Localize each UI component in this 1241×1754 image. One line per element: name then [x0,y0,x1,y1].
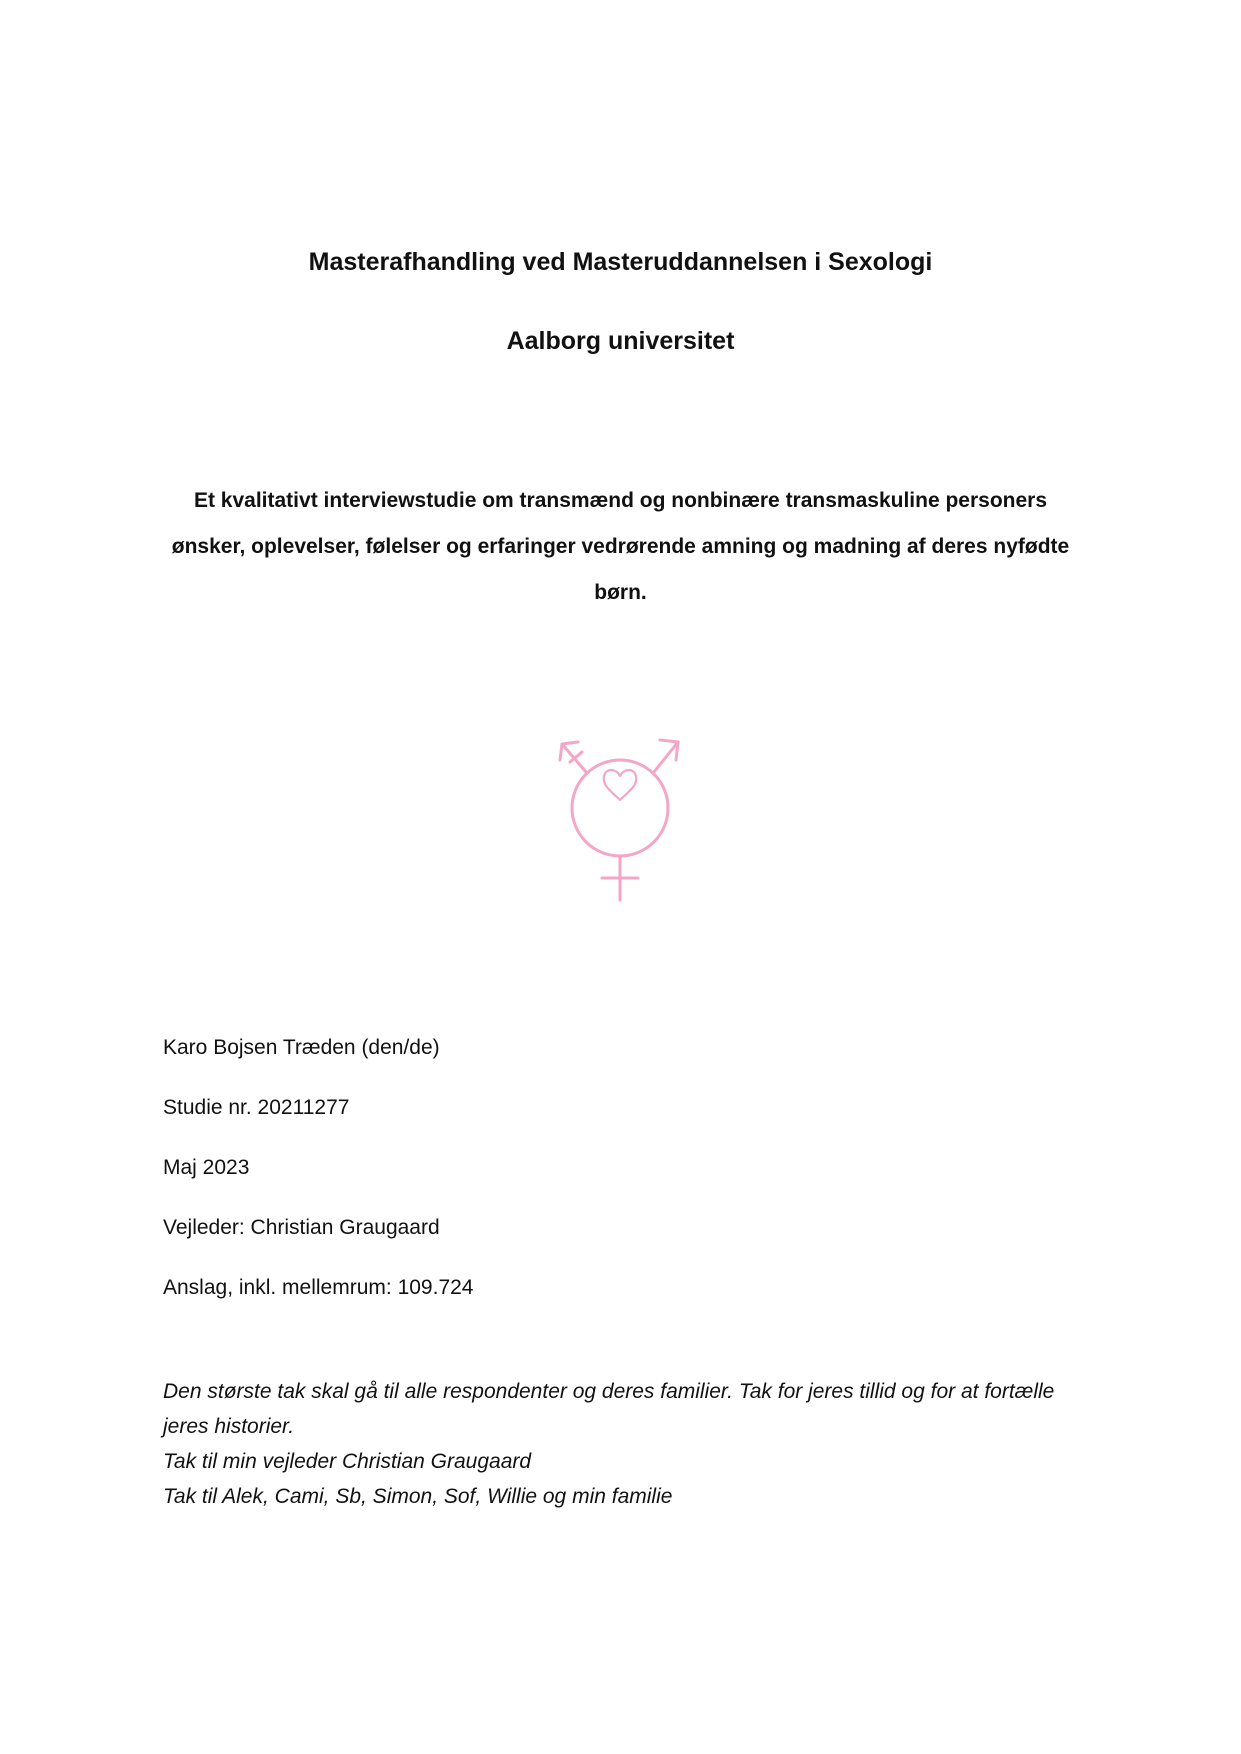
acknowledgements [163,1374,1083,1514]
character-count-line: Anslag, inkl. mellemrum: 109.724 [163,1276,474,1299]
thesis-info-list [163,1036,473,1336]
supervisor-line: Vejleder: Christian Graugaard [163,1216,440,1239]
university-name: Aalborg universitet [506,327,735,355]
acknowledgement-friends: Tak til Alek, Cami, Sb, Simon, Sof, Willie og min familie [163,1485,673,1508]
acknowledgement-respondents: Den største tak skal gå til alle respondenter og deres familier. Tak for jeres tillid og for at fortælle jeres historier. [163,1380,1055,1438]
student-number-line: Studie nr. 20211277 [163,1096,350,1119]
thesis-title: Masterafhandling ved Masteruddannelsen i Sexologi [308,248,933,276]
transgender-heart-icon [556,730,686,910]
date-line: Maj 2023 [163,1156,250,1179]
author-line: Karo Bojsen Træden (den/de) [163,1036,440,1059]
thesis-subtitle: Et kvalitativt interviewstudie om transmænd og nonbinære transmaskuline personers ønsker, oplevelser, følelser og erfaringer vedrørende amning og madning af deres nyfødte børn. [171,489,1070,604]
acknowledgement-supervisor: Tak til min vejleder Christian Graugaard [163,1450,532,1473]
